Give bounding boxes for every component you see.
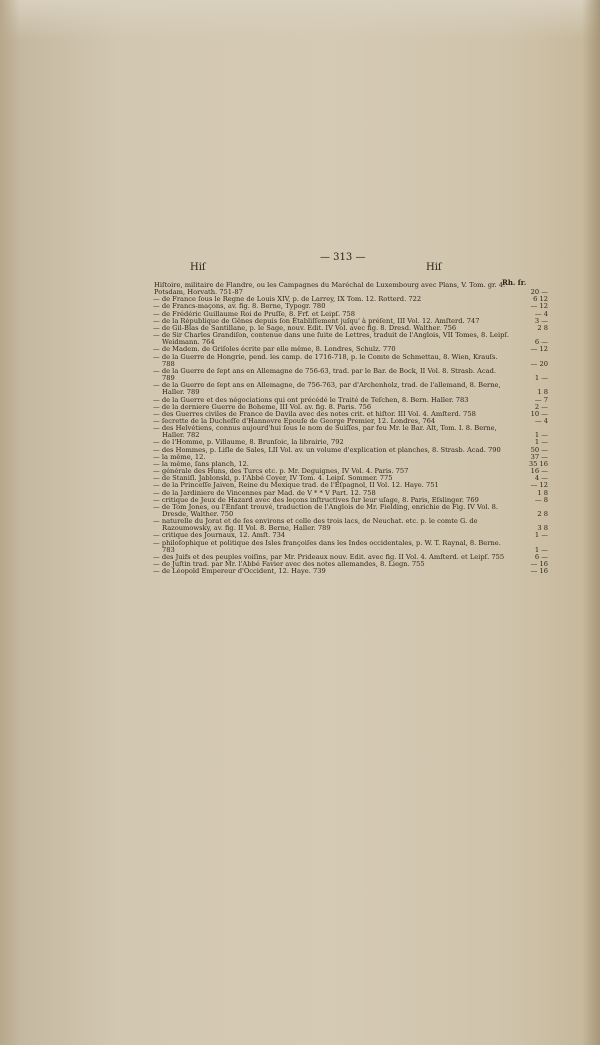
- entry-text: — de la Jardiniere de Vincennes par Mad. de V * * V Part. 12. 758: [153, 488, 376, 497]
- entry-price: 35 16: [528, 459, 548, 468]
- catalog-entry: [140, 424, 548, 440]
- entry-text: — de la Guerre de ſept ans en Allemagne, de 756-763, par d'Archenholz, trad. de l'allemand, 8. Berne, Haller. 789: [153, 381, 501, 397]
- page-left-shading: [0, 0, 20, 1045]
- entry-price: 37 —: [530, 452, 548, 461]
- entry-text: — de Francs-maçons, av. fig. 8. Berne, Typogr. 780: [153, 302, 326, 311]
- running-head-right: Hiſ: [426, 262, 442, 273]
- entry-text: — de Léopold Empereur d'Occident, 12. Haye. 739: [153, 567, 326, 576]
- entry-price: — 12: [530, 481, 548, 490]
- entry-price: 20 —: [530, 288, 548, 297]
- entry-text: — des Guerres civiles de France de Davila avec des notes crit. et hiſtor. III Vol. 4. Amſterd. 758: [153, 409, 476, 418]
- page-top-shading: [0, 0, 600, 40]
- entry-text: — de Madem. de Griſoles écrite par elle même, 8. Londres, Schulz. 770: [153, 345, 396, 354]
- entry-text: — de France ſous le Regne de Louis XIV, p. de Larrey, IX Tom. 12. Rotterd. 722: [153, 295, 422, 304]
- currency-header: Rh. ſr.: [502, 278, 527, 287]
- entry-price: 1 —: [534, 531, 548, 540]
- entry-text: — de Juſtin trad. par Mr. l'Abbé Favier avec des notes allemandes, 8. Liegn. 755: [153, 560, 425, 569]
- catalog-entry: [140, 366, 548, 383]
- entry-text: — des Hommes, p. Liſle de Sales, LII Vol. av. un volume d'explication et planches, 8. Strasb. Acad. 790: [153, 445, 501, 454]
- entry-text: Hiſtoire, militaire de Flandre, ou les Campagnes du Maréchal de Luxembourg avec Plans, V. Tom. gr. 4. Potsdam, Horvath. 751-87: [154, 281, 506, 297]
- page-right-shading: [582, 0, 600, 1045]
- entry-text: — des Juifs et des peuples voiſins, par Mr. Prideaux nouv. Edit. avec fig. II Vol. 4. Amſterd. et Leipſ. 755: [153, 552, 505, 561]
- entry-price: — 12: [530, 302, 548, 311]
- entry-text: — de Staniſl. Jablonski, p. l'Abbé Coyer, IV Tom. 4. Leipſ. Sommer. 775: [153, 474, 393, 483]
- entry-text: — de Gil-Blas de Santillane, p. le Sage, nouv. Edit. IV Vol. avec fig. 8. Dresd. Walther. 756: [153, 323, 457, 332]
- catalog-entry: [140, 538, 548, 554]
- entry-price: 1 —: [534, 374, 548, 383]
- entry-price: 1 8: [537, 488, 548, 497]
- entry-price: 2 8: [537, 323, 548, 332]
- entry-price: 6 —: [534, 552, 548, 561]
- entry-price: 6 12: [533, 295, 548, 304]
- entry-price: — 4: [534, 309, 548, 318]
- entry-price: 4 —: [534, 474, 548, 483]
- entry-price: 2 —: [534, 402, 548, 411]
- page-number: — 313 —: [320, 252, 366, 263]
- catalog-entry: [140, 331, 548, 347]
- catalog-entry: [140, 502, 548, 518]
- entry-price: 1 —: [534, 431, 548, 440]
- entry-text: — de la Guerre de ſept ans en Allemagne de 756-63, trad. par le Bar. de Bock, II Vol. 8. Strasb. Acad. 789: [153, 366, 496, 383]
- entry-text: — de Tom Jones, ou l'Enfant trouvé, traduction de l'Anglois de Mr. Fielding, enrichie de Fig. IV Vol. 8. Dresde, Walther. 750: [153, 502, 499, 518]
- entry-price: — 8: [534, 495, 548, 504]
- entry-text: — philoſophique et politique des Isles françoiſes dans les Indes occidentales, p. W. T. Raynal, 8. Berne. 783: [153, 538, 501, 554]
- entry-price: 3 —: [534, 316, 548, 325]
- entry-text: — de la Guerre de Hongrie, pend. les camp. de 1716-718, p. le Comte de Schmettau, 8. Wien, Krauſs. 788: [153, 352, 498, 368]
- entry-price: 16 —: [530, 467, 548, 476]
- entry-price: 10 —: [530, 409, 548, 418]
- entry-text: — critique des Journaux, 12. Amſt. 734: [153, 531, 286, 540]
- entry-price: — 16: [530, 567, 548, 576]
- entry-text: — de la Princeſſe Jaiven, Reine du Mexique trad. de l'Eſpagnol, II Vol. 12. Haye. 751: [153, 481, 439, 490]
- entry-price: 3 8: [537, 524, 548, 533]
- entry-text: — de Frédéric Guillaume Roi de Pruſſe, 8. Frf. et Leipſ. 758: [153, 309, 355, 318]
- entry-text: — critique de Jeux de Hazard avec des leçons inſtructives ſur leur uſage, 8. Paris, Eſslinger. 769: [153, 495, 479, 504]
- entry-price: 1 —: [534, 438, 548, 447]
- catalog-entry: [140, 381, 548, 397]
- entry-text: — la même, ſans planch, 12.: [153, 459, 249, 468]
- catalog-entry: [140, 567, 548, 576]
- entry-text: — de la derniere Guerre de Boheme, III Vol. av. fig. 8. Paris. 756: [153, 402, 372, 411]
- running-head-left: Hiſ: [190, 262, 206, 273]
- entry-price: — 7: [534, 395, 548, 404]
- catalog-entry: [140, 517, 548, 533]
- entry-text: — de l'Homme, p. Villaume, 8. Brunſoic, la librairie, 792: [153, 438, 344, 447]
- entry-price: 2 8: [537, 510, 548, 518]
- page-header: [150, 252, 510, 273]
- entry-text: — de la République de Gênes depuis ſon Établiſſement juſqu' à préſent, III Vol. 12. Amſterd. 747: [153, 316, 480, 325]
- entry-text: — des Helvétiens, connus aujourd'hui ſous le nom de Suiſſes, par feu Mr. le Bar. Alt, Tom. I. 8. Berne, Haller. 782: [153, 424, 497, 440]
- entry-text: — de Sir Charles Grandiſon, contenue dans une ſuite de Lettres, traduit de l'Anglois, VII Tomes, 8. Leipſ. Weidmann. 764: [153, 331, 509, 347]
- entry-price: 1 —: [534, 545, 548, 554]
- entry-price: — 4: [534, 416, 548, 425]
- entry-price: — 16: [530, 560, 548, 569]
- entry-price: 50 —: [530, 445, 548, 454]
- entry-text: — de la Guerre et des négociations qui ont précédé le Traité de Teſchen, 8. Bern. Haller. 783: [153, 395, 469, 404]
- entry-price: — 12: [530, 345, 548, 354]
- catalog-entry: [140, 352, 548, 368]
- entry-price: 1 8: [537, 388, 548, 397]
- entry-price: — 20: [530, 359, 548, 368]
- entry-text: — ſecrette de la Ducheſſe d'Hannovre Epouſe de George Premier, 12. Londres, 764: [153, 416, 436, 425]
- entry-price: 6 —: [534, 338, 548, 347]
- entry-text: — générale des Huns, des Turcs etc. p. Mr. Deguignes, IV Vol. 4. Paris. 757: [153, 467, 409, 476]
- entry-text: — la même, 12.: [153, 452, 206, 461]
- entry-text: — naturelle du Jorat et de ſes environs et celle des trois lacs, de Neuchat. etc. p. le comte G. de Razoumowsky, av. fig. II Vol. 8. Berne, Haller. 789: [153, 517, 478, 533]
